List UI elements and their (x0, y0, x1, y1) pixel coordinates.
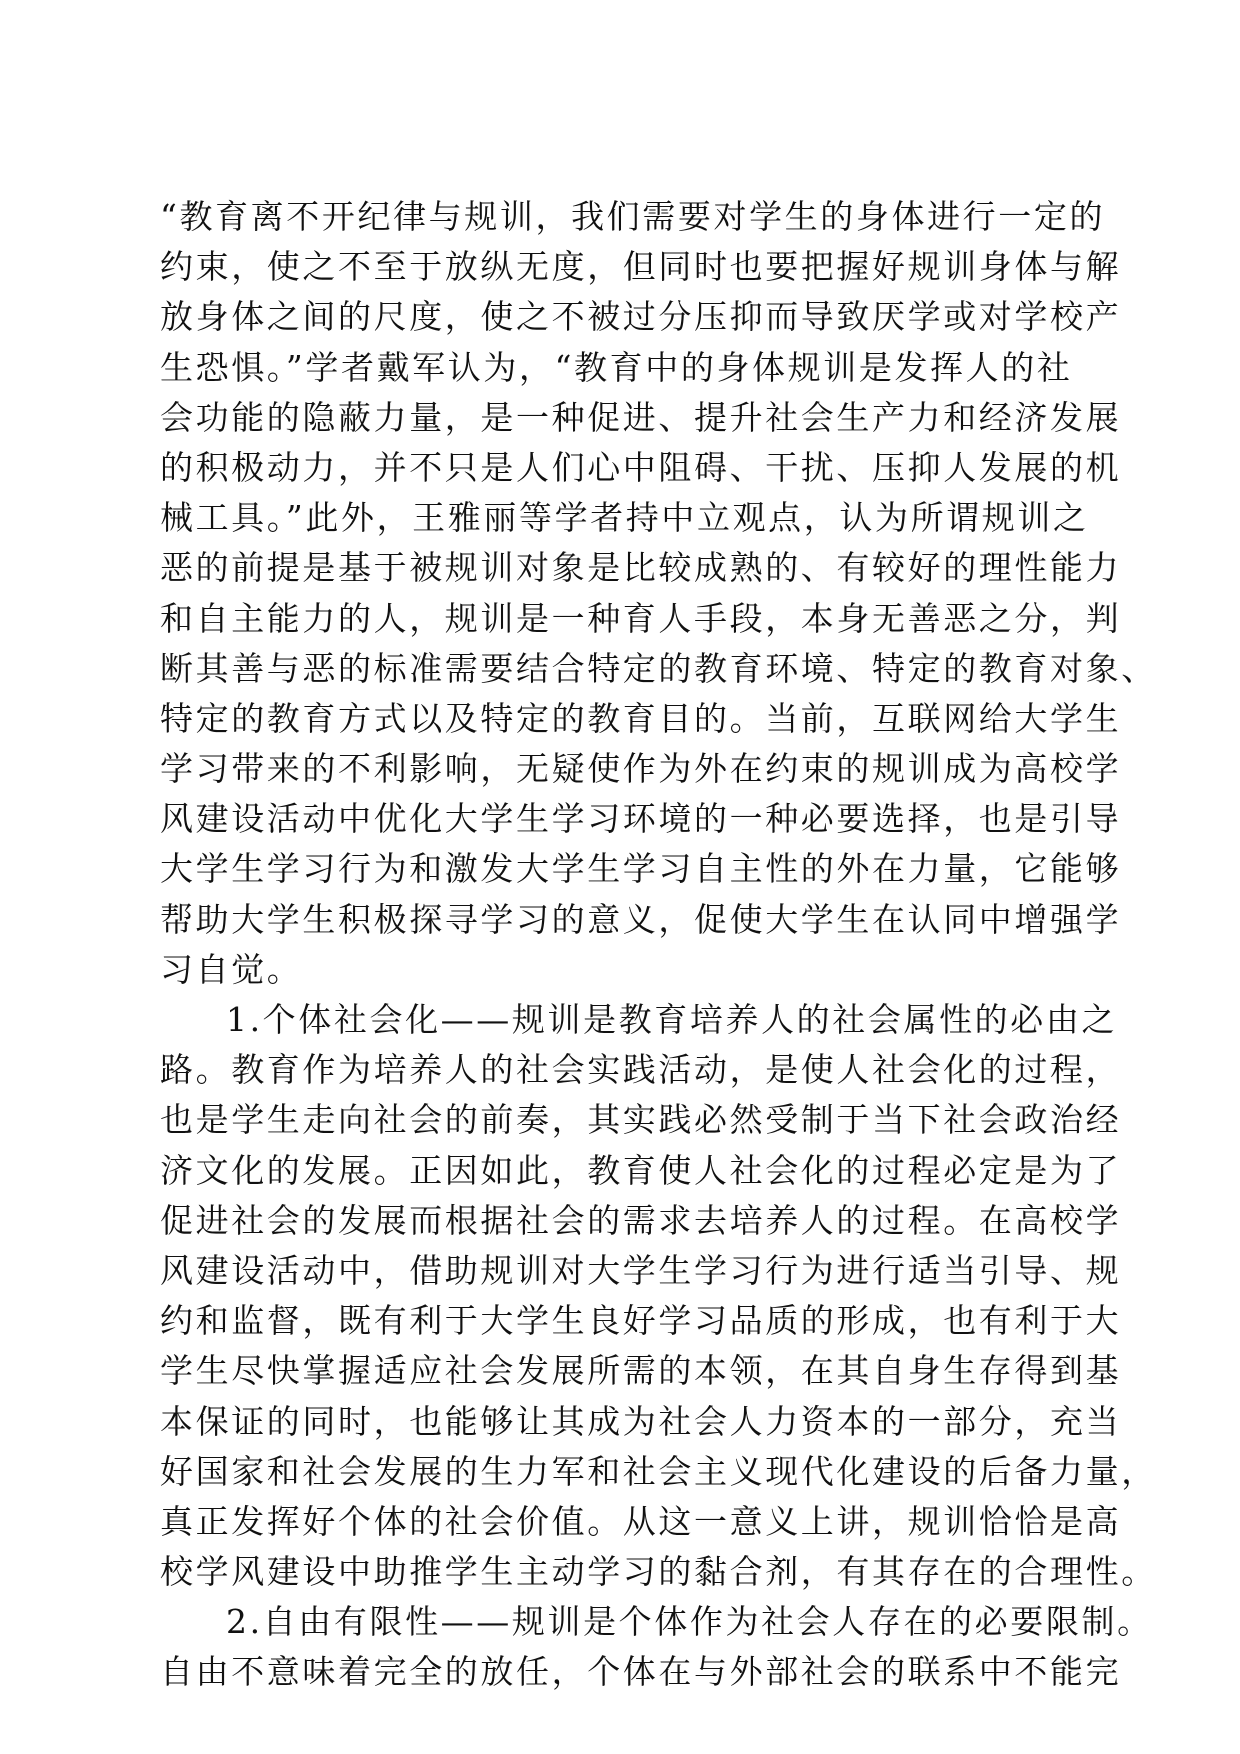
text-line: 自由不意味着完全的放任，个体在与外部社会的联系中不能完 (160, 1652, 1122, 1692)
text-line: 和自主能力的人，规训是一种育人手段，本身无善恶之分，判 (160, 598, 1122, 638)
text-line: 促进社会的发展而根据社会的需求去培养人的过程。在高校学 (160, 1200, 1122, 1240)
text-line: 特定的教育方式以及特定的教育目的。当前，互联网给大学生 (160, 698, 1122, 738)
text-line: 生恐惧。”学者戴军认为，“教育中的身体规训是发挥人的社 (160, 347, 1073, 387)
text-line: 械工具。”此外，王雅丽等学者持中立观点，认为所谓规训之 (160, 498, 1089, 538)
text-line: 好国家和社会发展的生力军和社会主义现代化建设的后备力量， (160, 1451, 1157, 1491)
body-text (160, 192, 1157, 1698)
text-line: 本保证的同时，也能够让其成为社会人力资本的一部分，充当 (160, 1401, 1122, 1441)
text-line: 大学生学习行为和激发大学生学习自主性的外在力量，它能够 (160, 849, 1122, 889)
text-line: “教育离不开纪律与规训，我们需要对学生的身体进行一定的 (160, 197, 1106, 236)
text-line: 真正发挥好个体的社会价值。从这一意义上讲，规训恰恰是高 (160, 1501, 1122, 1541)
text-line: 学生尽快掌握适应社会发展所需的本领，在其自身生存得到基 (160, 1351, 1122, 1391)
section-heading-line: 1.个体社会化——规训是教育培养人的社会属性的必由之 (226, 1000, 1118, 1039)
paragraph-continuation (160, 192, 1157, 995)
text-line: 恶的前提是基于被规训对象是比较成熟的、有较好的理性能力 (160, 548, 1122, 588)
text-line: 校学风建设中助推学生主动学习的黏合剂，有其存在的合理性。 (160, 1552, 1157, 1592)
text-line: 断其善与恶的标准需要结合特定的教育环境、特定的教育对象、 (160, 648, 1157, 688)
paragraph-section-2 (160, 1597, 1153, 1697)
text-line: 学习带来的不利影响，无疑使作为外在约束的规训成为高校学 (160, 749, 1122, 789)
paragraph-section-1 (160, 995, 1157, 1597)
text-line: 习自觉。 (160, 949, 303, 989)
text-line: 放身体之间的尺度，使之不被过分压抑而导致厌学或对学校产 (160, 297, 1122, 337)
section-heading-line: 2.自由有限性——规训是个体作为社会人存在的必要限制。 (226, 1602, 1153, 1642)
text-line: 约和监督，既有利于大学生良好学习品质的形成，也有利于大 (160, 1301, 1122, 1341)
text-line: 约束，使之不至于放纵无度，但同时也要把握好规训身体与解 (160, 247, 1122, 287)
text-line: 风建设活动中，借助规训对大学生学习行为进行适当引导、规 (160, 1250, 1122, 1290)
text-line: 风建设活动中优化大学生学习环境的一种必要选择，也是引导 (160, 799, 1122, 839)
text-line: 会功能的隐蔽力量，是一种促进、提升社会生产力和经济发展 (160, 397, 1122, 437)
text-line: 的积极动力，并不只是人们心中阻碍、干扰、压抑人发展的机 (160, 447, 1122, 487)
text-line: 帮助大学生积极探寻学习的意义，促使大学生在认同中增强学 (160, 899, 1122, 939)
text-line: 济文化的发展。正因如此，教育使人社会化的过程必定是为了 (160, 1150, 1122, 1190)
text-line: 也是学生走向社会的前奏，其实践必然受制于当下社会政治经 (160, 1100, 1122, 1140)
text-line: 路。教育作为培养人的社会实践活动，是使人社会化的过程， (160, 1050, 1122, 1090)
